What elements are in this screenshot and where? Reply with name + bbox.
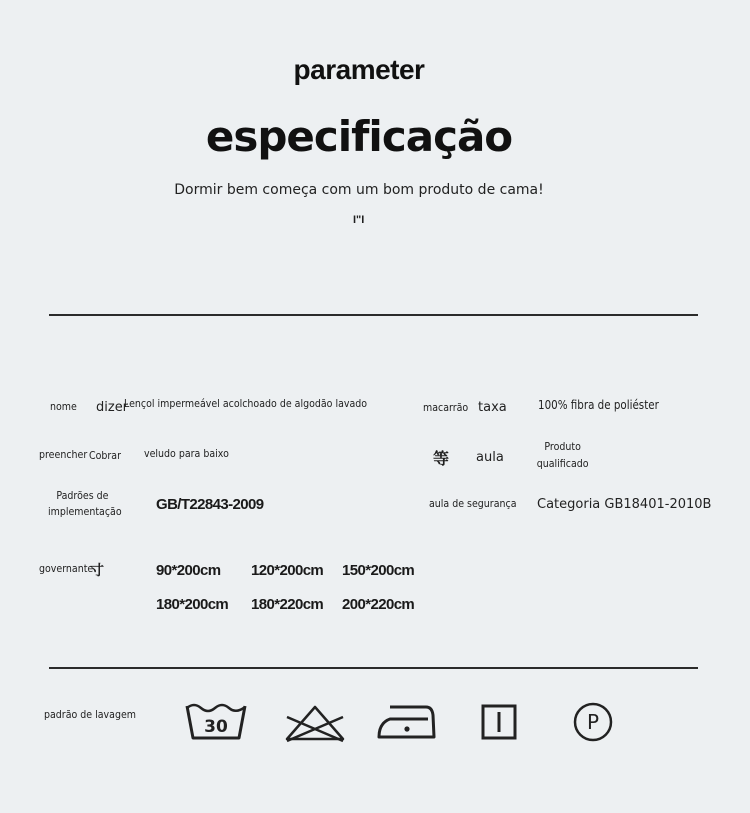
standard-label-line1: Padrões de xyxy=(56,489,109,502)
no-bleach-icon xyxy=(283,703,347,743)
name-label-2: dizer xyxy=(96,400,129,415)
page-subtitle: Dormir bem começa com um bom produto de cama! xyxy=(174,182,544,198)
grade-label-2: aula xyxy=(476,450,504,465)
fabric-value: 100% fibra de poliéster xyxy=(538,398,659,412)
decorative-mark: I"I xyxy=(353,214,365,226)
grade-value-line2: qualificado xyxy=(536,457,589,470)
wash-label: padrão de lavagem xyxy=(44,708,136,721)
wash-30-icon xyxy=(184,700,248,742)
name-label-1: nome xyxy=(50,400,77,413)
dry-clean-p-icon xyxy=(572,701,614,743)
size-label-1: governante xyxy=(39,562,94,575)
line-dry-icon xyxy=(480,703,518,741)
divider-top xyxy=(49,314,698,316)
safety-label: aula de segurança xyxy=(429,497,517,510)
size-label-2: 寸 xyxy=(90,563,104,579)
size-option: 150*200cm xyxy=(342,562,415,579)
size-option: 180*200cm xyxy=(156,596,229,613)
svg-text:P: P xyxy=(586,710,600,734)
standard-value: GB/T22843-2009 xyxy=(156,496,264,513)
grade-value-line1: Produto xyxy=(544,440,581,453)
fill-value: veludo para baixo xyxy=(144,447,229,460)
size-option: 90*200cm xyxy=(156,562,221,579)
divider-bottom xyxy=(49,667,698,669)
standard-label-line2: implementação xyxy=(48,505,122,518)
safety-value: Categoria GB18401-2010B xyxy=(537,497,712,512)
iron-low-icon xyxy=(376,703,438,741)
fabric-label-1: macarrão xyxy=(423,401,469,414)
fill-label-1: preencher xyxy=(39,448,88,461)
page-title-pt: especificação xyxy=(205,112,513,161)
size-option: 120*200cm xyxy=(251,562,324,579)
fill-label-2: Cobrar xyxy=(89,449,121,462)
svg-text:30: 30 xyxy=(204,717,228,737)
page-title-en: parameter xyxy=(293,54,425,85)
name-value: Lençol impermeável acolchoado de algodão lavado xyxy=(124,397,368,410)
grade-label-1: 等 xyxy=(433,449,450,468)
size-option: 180*220cm xyxy=(251,596,324,613)
fabric-label-2: taxa xyxy=(478,400,507,415)
size-option: 200*220cm xyxy=(342,596,415,613)
